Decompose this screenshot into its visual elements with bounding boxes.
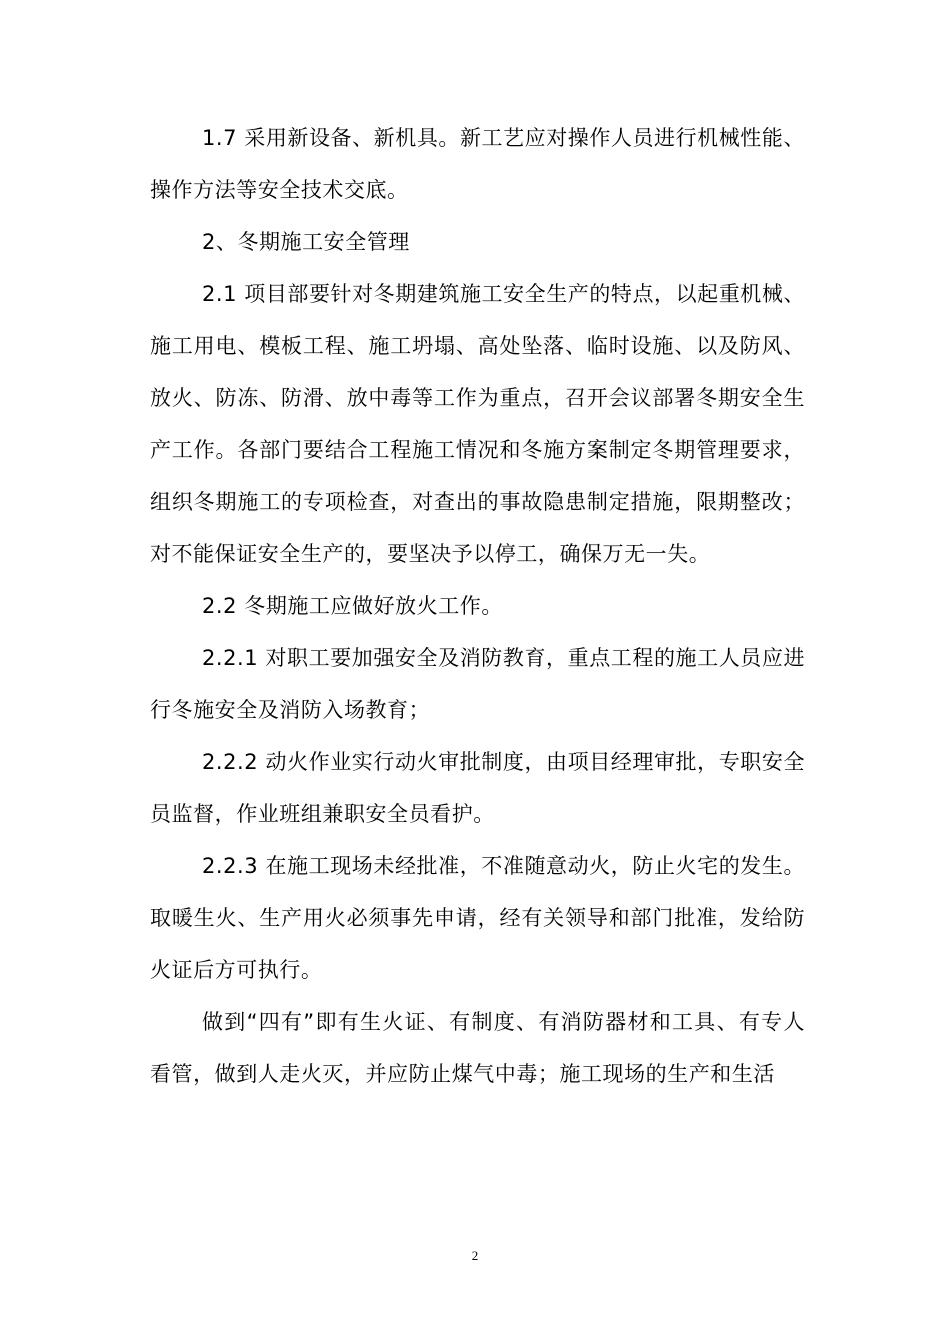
- section-heading-2: 2、冬期施工安全管理: [202, 230, 410, 254]
- paragraph-2-2-1: 2.2.1 对职工要加强安全及消防教育，重点工程的施工人员应进行冬施安全及消防入场教育；: [150, 646, 805, 722]
- paragraph-1-7: 1.7 采用新设备、新机具。新工艺应对操作人员进行机械性能、操作方法等安全技术交底。: [150, 126, 805, 202]
- paragraph-2-2-3: 2.2.3 在施工现场未经批准，不准随意动火，防止火宅的发生。取暖生火、生产用火必须事先申请，经有关领导和部门批准，发给防火证后方可执行。: [150, 854, 805, 982]
- paragraph-2-2: 2.2 冬期施工应做好放火工作。: [202, 594, 503, 618]
- page-number: 2: [471, 1248, 479, 1263]
- paragraph-2-2-2: 2.2.2 动火作业实行动火审批制度，由项目经理审批，专职安全员监督，作业班组兼职安全员看护。: [150, 750, 805, 826]
- paragraph-2-1: 2.1 项目部要针对冬期建筑施工安全生产的特点，以起重机械、施工用电、模板工程、施工坍塌、高处坠落、临时设施、以及防风、放火、防冻、防滑、放中毒等工作为重点，召开会议部署冬期安全生产工作。各部门要结合工程施工情况和冬施方案制定冬期管理要求，组织冬期施工的专项检查，对查出的事故隐患制定措施，限期整改；对不能保证安全生产的，要坚决予以停工，确保万无一失。: [150, 282, 805, 566]
- document-body: [150, 112, 805, 1100]
- paragraph-four-haves: 做到“四有”即有生火证、有制度、有消防器材和工具、有专人看管，做到人走火灭，并应防止煤气中毒；施工现场的生产和生活: [150, 1010, 805, 1086]
